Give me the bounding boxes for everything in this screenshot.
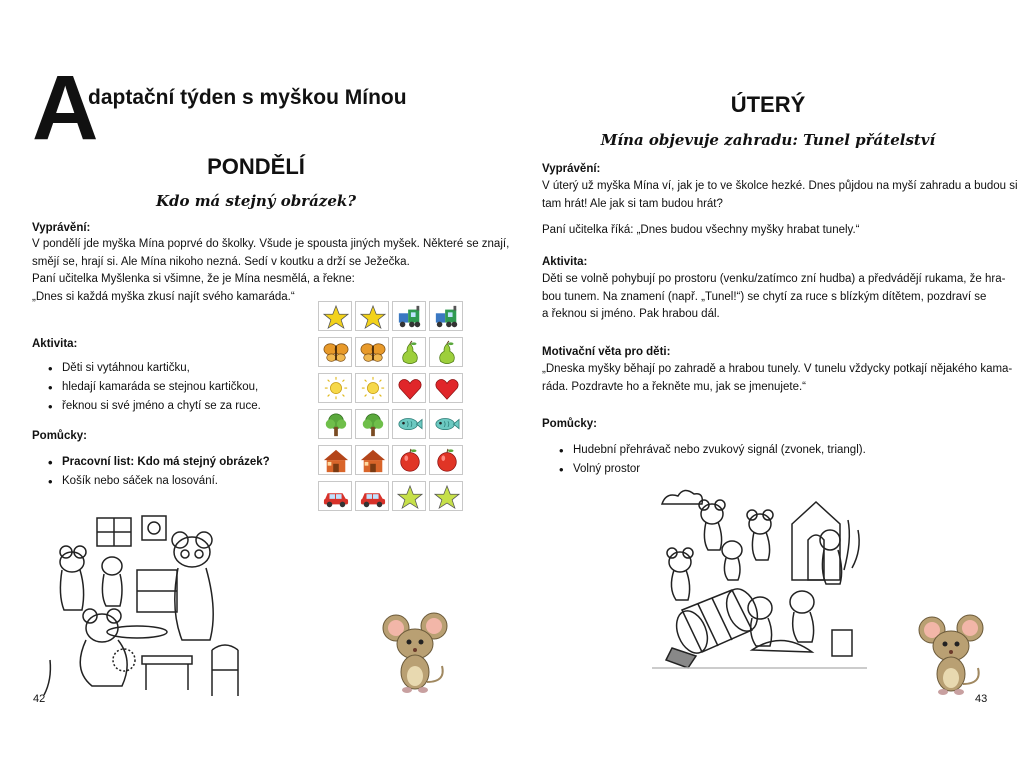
tree-icon bbox=[321, 412, 351, 438]
garden-tunnel-illustration bbox=[652, 480, 867, 670]
card-cell bbox=[392, 373, 426, 403]
activity-line: bou tunem. Na znamení (např. „Tunel!“) se chytí za ruce s blízkým dítětem, pozdraví se bbox=[542, 290, 987, 303]
card-cell bbox=[429, 373, 463, 403]
card-cell bbox=[318, 373, 352, 403]
card-cell bbox=[392, 301, 426, 331]
tools-item: • Hudební přehrávač nebo zvukový signál (zvonek, triangl). bbox=[573, 442, 866, 459]
card-cell bbox=[318, 301, 352, 331]
motivation-text bbox=[542, 361, 1012, 396]
drop-cap: A bbox=[32, 57, 99, 159]
left-tools-label: Pomůcky: bbox=[32, 430, 87, 442]
right-tools-label: Pomůcky: bbox=[542, 418, 597, 430]
left-activity-label: Aktivita: bbox=[32, 338, 78, 350]
card-cell bbox=[355, 481, 389, 511]
fish-icon bbox=[395, 412, 425, 438]
sun-icon bbox=[358, 376, 388, 402]
butterfly-icon bbox=[358, 340, 388, 366]
activity-item: • Děti si vytáhnou kartičku, bbox=[62, 360, 190, 377]
card-cell bbox=[355, 445, 389, 475]
activity-item: • hledají kamaráda se stejnou kartičkou, bbox=[62, 379, 258, 396]
pear-icon bbox=[432, 340, 462, 366]
star-green-icon bbox=[432, 484, 462, 510]
card-cell bbox=[392, 481, 426, 511]
motivation-line: „Dneska myšky běhají po zahradě a hrabou tunely. V tunelu vždycky potkají nějakého kama- bbox=[542, 363, 1013, 375]
card-cell bbox=[429, 337, 463, 367]
butterfly-icon bbox=[321, 340, 351, 366]
activity-item: • řeknou si své jméno a chytí se za ruce. bbox=[62, 398, 261, 415]
heart-icon bbox=[395, 376, 425, 402]
narration-line: „Dnes si každá myška zkusí najít svého kamaráda.“ bbox=[32, 290, 295, 303]
activity-line: a řeknou si jméno. Pak hrabou dál. bbox=[542, 308, 720, 320]
tools-item: • Pracovní list: Kdo má stejný obrázek? bbox=[62, 454, 270, 471]
star-icon bbox=[358, 304, 388, 330]
card-cell bbox=[392, 337, 426, 367]
left-subtitle: Kdo má stejný obrázek? bbox=[155, 192, 357, 210]
sun-icon bbox=[321, 376, 351, 402]
card-cell bbox=[429, 301, 463, 331]
left-narration bbox=[32, 236, 510, 306]
left-page-number: 42 bbox=[33, 693, 46, 705]
mouse-mascot-icon bbox=[916, 614, 988, 698]
card-cell bbox=[318, 409, 352, 439]
classroom-mice-illustration bbox=[42, 510, 247, 700]
narration-line: V pondělí jde myška Mína poprvé do školky. Všude je spousta jiných myšek. Některé se znají, bbox=[32, 238, 510, 250]
train-icon bbox=[395, 304, 425, 330]
house-icon bbox=[358, 448, 388, 474]
card-cell bbox=[429, 409, 463, 439]
left-day-heading: PONDĚLÍ bbox=[207, 154, 305, 179]
car-icon bbox=[321, 484, 351, 510]
right-activity bbox=[542, 271, 1012, 324]
narration-line: Paní učitelka Myšlenka si všimne, že je Mína nesmělá, a řekne: bbox=[32, 273, 355, 285]
card-cell bbox=[318, 445, 352, 475]
mouse-mascot-icon bbox=[380, 612, 452, 696]
book-title: daptační týden s myškou Mínou bbox=[88, 86, 407, 109]
tree-icon bbox=[358, 412, 388, 438]
star-green-icon bbox=[395, 484, 425, 510]
card-cell bbox=[429, 481, 463, 511]
right-narration bbox=[542, 178, 1018, 213]
pear-icon bbox=[395, 340, 425, 366]
car-icon bbox=[358, 484, 388, 510]
star-icon bbox=[321, 304, 351, 330]
motivation-label: Motivační věta pro děti: bbox=[542, 346, 671, 358]
narration-line: tam hrát! Ale jak si tam budou hrát? bbox=[542, 197, 723, 210]
card-cell bbox=[318, 481, 352, 511]
right-day-heading: ÚTERÝ bbox=[730, 92, 806, 117]
left-narration-label: Vyprávění: bbox=[32, 222, 91, 234]
card-cell bbox=[429, 445, 463, 475]
card-cell bbox=[355, 409, 389, 439]
heart-icon bbox=[432, 376, 462, 402]
card-cell bbox=[355, 337, 389, 367]
card-cell bbox=[392, 445, 426, 475]
teacher-line: Paní učitelka říká: „Dnes budou všechny myšky hrabat tunely.“ bbox=[542, 224, 860, 236]
tools-item: • Košík nebo sáček na losování. bbox=[62, 473, 218, 490]
card-cell bbox=[355, 301, 389, 331]
house-icon bbox=[321, 448, 351, 474]
apple-icon bbox=[395, 448, 425, 474]
card-cell bbox=[392, 409, 426, 439]
tools-item: • Volný prostor bbox=[573, 461, 640, 478]
apple-icon bbox=[432, 448, 462, 474]
fish-icon bbox=[432, 412, 462, 438]
right-narration-label: Vyprávění: bbox=[542, 163, 601, 175]
motivation-line: ráda. Pozdravte ho a řekněte mu, jak se jmenujete.“ bbox=[542, 380, 807, 393]
narration-line: V úterý už myška Mína ví, jak je to ve školce hezké. Dnes půjdou na myší zahradu a budou si bbox=[542, 180, 1018, 192]
card-cell bbox=[355, 373, 389, 403]
right-page bbox=[512, 0, 1024, 768]
right-activity-label: Aktivita: bbox=[542, 256, 588, 268]
activity-line: Děti se volně pohybují po prostoru (venku/zatímco zní hudba) a předvádějí rukama, že hra- bbox=[542, 273, 1006, 285]
right-subtitle: Mína objevuje zahradu: Tunel přátelství bbox=[600, 131, 936, 149]
card-cell bbox=[318, 337, 352, 367]
train-icon bbox=[432, 304, 462, 330]
narration-line: smějí se, hrají si. Ale Mína nikoho nezná. Sedí v koutku a drží se Ježečka. bbox=[32, 255, 410, 268]
right-page-number: 43 bbox=[975, 693, 988, 705]
